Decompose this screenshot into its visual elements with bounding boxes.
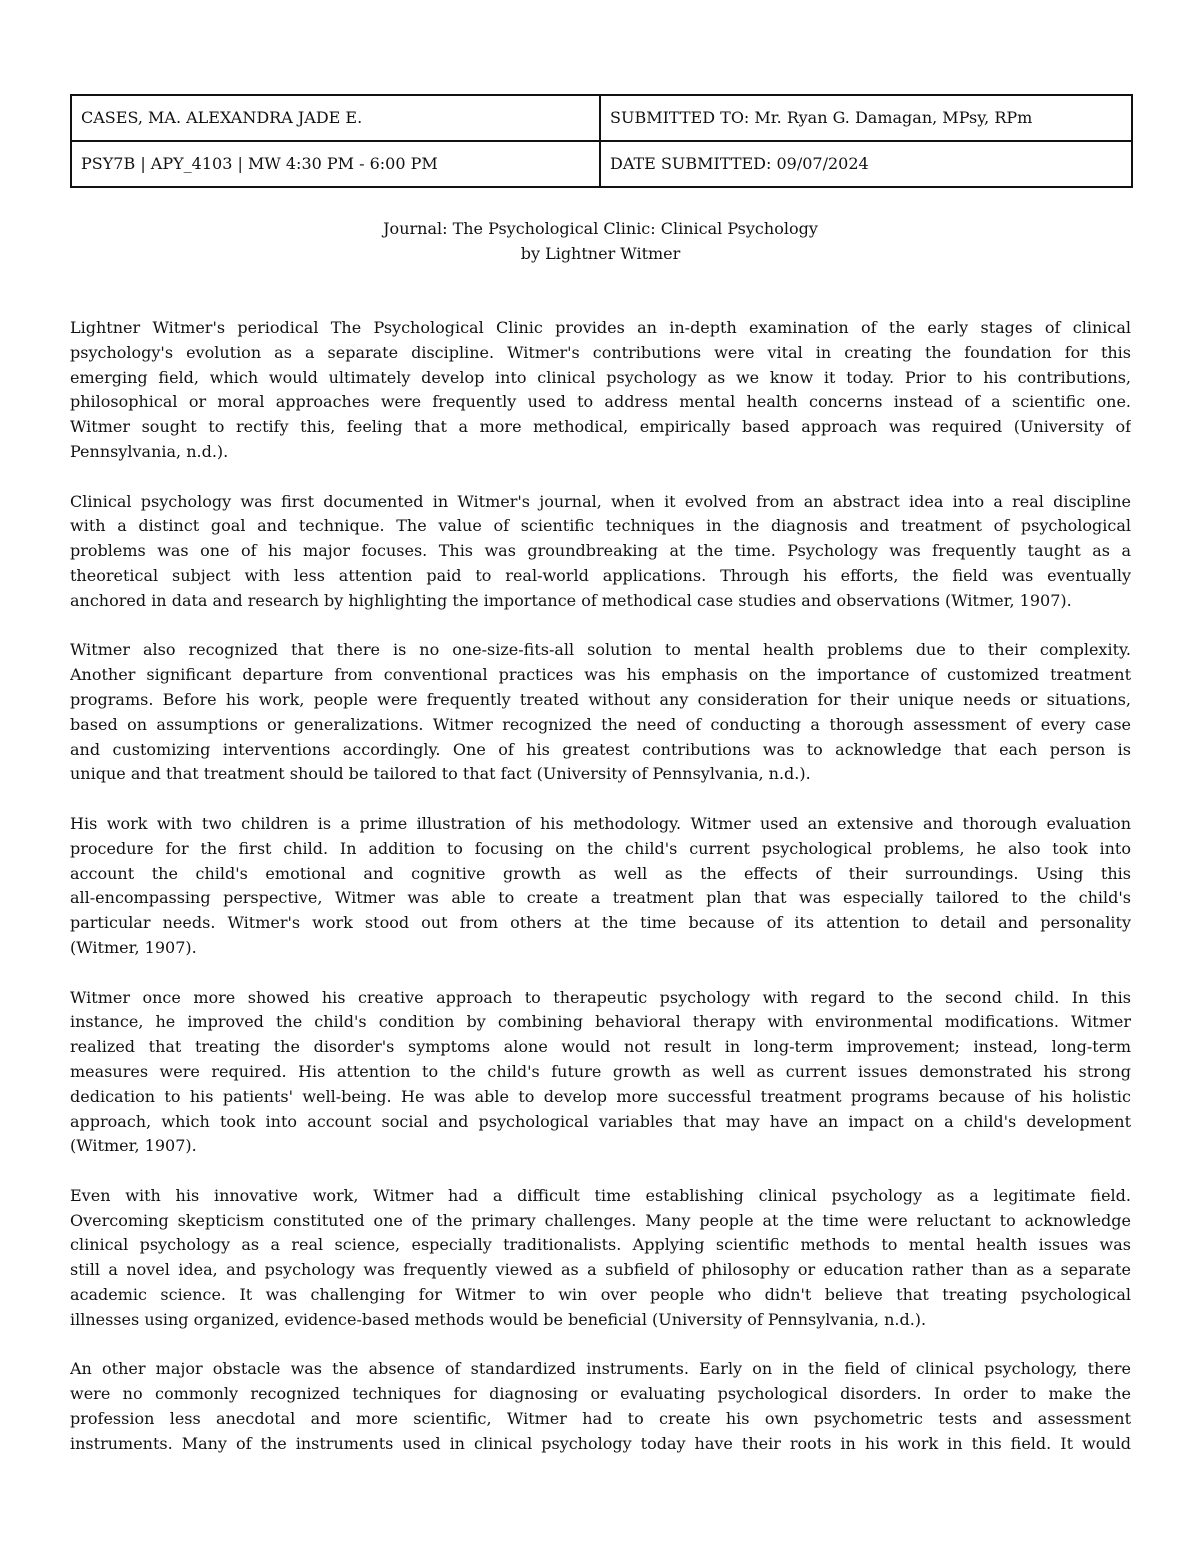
header-row: [71, 141, 1132, 187]
text-line: Lightner Witmer's periodical The Psychological Clinic provides an in-depth examination of the early stages of clinical: [70, 318, 1131, 337]
text-line: Witmer sought to rectify this, feeling that a more methodical, empirically based approach was required (University of: [70, 417, 1131, 437]
text-line: Witmer also recognized that there is no one-size-fits-all solution to mental health problems due to their complexity.: [70, 640, 1131, 660]
text-line: Even with his innovative work, Witmer had a difficult time establishing clinical psychology as a legitimate field.: [70, 1185, 1131, 1205]
text-line: problems was one of his major focuses. This was groundbreaking at the time. Psychology was frequently taught as a: [70, 541, 1131, 561]
text-line: instruments. Many of the instruments used in clinical psychology today have their roots in his work in this field. It would: [70, 1433, 1131, 1453]
text-line: profession less anecdotal and more scientific, Witmer had to create his own psychometric tests and assessment: [70, 1409, 1131, 1429]
text-line: unique and that treatment should be tailored to that fact (University of Pennsylvania, n.d.).: [70, 764, 811, 784]
text-line: programs. Before his work, people were frequently treated without any consideration for their unique needs or situations,: [70, 689, 1131, 709]
course-info-cell: PSY7B | APY_4103 | MW 4:30 PM - 6:00 PM: [71, 141, 600, 187]
text-line: and customizing interventions accordingly. One of his greatest contributions was to acknowledge that each person is: [70, 739, 1131, 759]
text-line: Overcoming skepticism constituted one of the primary challenges. Many people at the time were reluctant to acknowledge: [70, 1210, 1131, 1230]
text-line: Pennsylvania, n.d.).: [70, 441, 229, 461]
text-line: An other major obstacle was the absence of standardized instruments. Early on in the field of clinical psychology, there: [70, 1359, 1131, 1379]
date-submitted-cell: DATE SUBMITTED: 09/07/2024: [600, 141, 1132, 187]
paragraph: [70, 316, 1131, 465]
text-line: philosophical or moral approaches were frequently used to address mental health concerns instead of a scientific one.: [70, 392, 1131, 412]
text-line: anchored in data and research by highlighting the importance of methodical case studies and observations (Witmer, 1907).: [70, 590, 1072, 610]
text-line: (Witmer, 1907).: [70, 937, 197, 957]
text-line: theoretical subject with less attention paid to real-world applications. Through his efforts, the field was eventually: [70, 565, 1131, 585]
header-row: [71, 95, 1132, 141]
text-line: measures were required. His attention to the child's future growth as well as current issues demonstrated his strong: [70, 1061, 1131, 1081]
paragraph: [70, 1357, 1131, 1456]
text-line: illnesses using organized, evidence-based methods would be beneficial (University of Pennsylvania, n.d.).: [70, 1309, 927, 1329]
text-line: based on assumptions or generalizations. Witmer recognized the need of conducting a thorough assessment of every case: [70, 714, 1131, 734]
journal-body: [70, 316, 1131, 1481]
text-line: Witmer once more showed his creative approach to therapeutic psychology with regard to the second child. In this: [70, 987, 1131, 1007]
text-line: academic science. It was challenging for Witmer to win over people who didn't believe that treating psychological: [70, 1285, 1131, 1305]
journal-title-line: Journal: The Psychological Clinic: Clinical Psychology: [383, 219, 818, 238]
header-info-table: [70, 94, 1133, 188]
paragraph: [70, 812, 1131, 961]
text-line: all-encompassing perspective, Witmer was able to create a treatment plan that was especially tailored to the child's: [70, 888, 1131, 908]
text-line: particular needs. Witmer's work stood out from others at the time because of its attention to detail and personality: [70, 913, 1131, 933]
text-line: psychology's evolution as a separate discipline. Witmer's contributions were vital in creating the foundation for this: [70, 342, 1131, 362]
paragraph: [70, 638, 1131, 787]
text-line: procedure for the first child. In addition to focusing on the child's current psychological problems, he also took into: [70, 838, 1131, 858]
paragraph: [70, 986, 1131, 1160]
text-line: instance, he improved the child's condition by combining behavioral therapy with environmental modifications. Witmer: [70, 1012, 1131, 1032]
text-line: dedication to his patients' well-being. He was able to develop more successful treatment programs because of his holistic: [70, 1086, 1131, 1106]
journal-author-line: by Lightner Witmer: [520, 243, 681, 263]
text-line: (Witmer, 1907).: [70, 1136, 197, 1156]
text-line: approach, which took into account social and psychological variables that may have an impact on a child's development: [70, 1111, 1131, 1131]
journal-title: [70, 217, 1131, 267]
text-line: emerging field, which would ultimately develop into clinical psychology as we know it today. Prior to his contributions,: [70, 367, 1131, 387]
text-line: realized that treating the disorder's symptoms alone would not result in long-term improvement; instead, long-term: [70, 1037, 1131, 1057]
paragraph: [70, 490, 1131, 614]
text-line: His work with two children is a prime illustration of his methodology. Witmer used an extensive and thorough evaluation: [70, 813, 1131, 833]
text-line: clinical psychology as a real science, especially traditionalists. Applying scientific methods to mental health issues was: [70, 1235, 1131, 1255]
submitted-to-cell: SUBMITTED TO: Mr. Ryan G. Damagan, MPsy, RPm: [600, 95, 1132, 141]
text-line: Clinical psychology was first documented in Witmer's journal, when it evolved from an abstract idea into a real discipline: [70, 491, 1131, 511]
text-line: still a novel idea, and psychology was frequently viewed as a subfield of philosophy or education rather than as a separate: [70, 1260, 1131, 1280]
text-line: Another significant departure from conventional practices was his emphasis on the importance of customized treatment: [70, 665, 1131, 685]
text-line: with a distinct goal and technique. The value of scientific techniques in the diagnosis and treatment of psychological: [70, 516, 1131, 536]
student-name-cell: CASES, MA. ALEXANDRA JADE E.: [71, 95, 600, 141]
text-line: account the child's emotional and cognitive growth as well as the effects of their surroundings. Using this: [70, 863, 1131, 883]
text-line: were no commonly recognized techniques for diagnosing or evaluating psychological disorders. In order to make the: [70, 1384, 1131, 1404]
paragraph: [70, 1184, 1131, 1333]
